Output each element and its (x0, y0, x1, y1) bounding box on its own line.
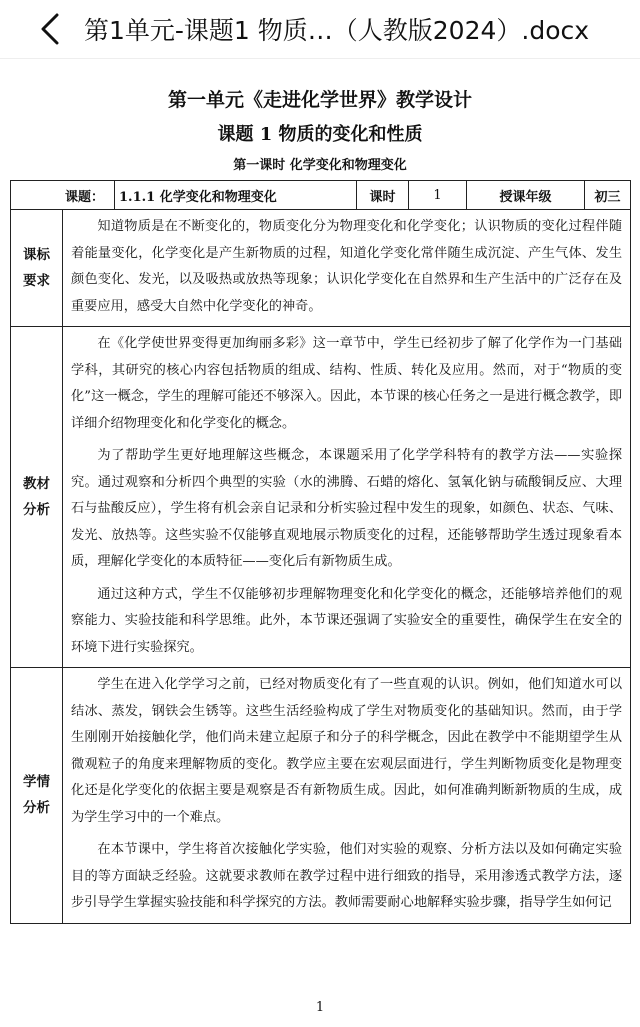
section-label (11, 327, 63, 668)
section-row-standards (11, 210, 631, 327)
hours-label: 课时 (357, 181, 409, 210)
lesson-title: 课题 1 物质的变化和性质 (217, 124, 423, 145)
divider (0, 58, 640, 59)
section-label (11, 668, 63, 924)
paragraph: 通过这种方式，学生不仅能够初步理解物理变化和化学变化的概念，还能够培养他们的观察能力、实验技能和科学思维。此外，本节课还强调了实验安全的重要性，确保学生在安全的环境下进行实验探究。 (71, 586, 623, 655)
topic-value: 1.1.1 化学变化和物理变化 (115, 181, 357, 210)
section-label-line: 分析 (23, 502, 50, 518)
back-button[interactable] (30, 9, 70, 49)
paragraph: 在本节课中，学生将首次接触化学实验，他们对实验的观察、分析方法以及如何确定实验目的等方面缺乏经验。这就要求教师在教学过程中进行细致的指导，采用渗透式教学方法，逐步引导学生掌握实验技能和科学探究的方法。教师需要耐心地解释实验步骤，指导学生如何记 (71, 842, 623, 910)
lesson-plan-table (10, 180, 631, 924)
paragraph: 在《化学使世界变得更加绚丽多彩》这一章节中，学生已经初步了解了化学作为一门基础学科，其研究的核心内容包括物质的组成、结构、性质、转化及应用。然而，对于“物质的变化”这一概念，学生的理解可能还不够深入。因此，本节课的核心任务之一是进行概念教学，即详细介绍物理变化和化学变化的概念。 (71, 336, 623, 431)
section-label-line: 教材 (23, 476, 50, 492)
grade-label: 授课年级 (467, 181, 585, 210)
section-label (11, 210, 63, 327)
page-number: 1 (315, 1000, 325, 1015)
topic-label: 课题： (11, 181, 115, 210)
section-content (63, 327, 631, 668)
section-label-line: 分析 (23, 800, 50, 817)
grade-value: 初三 (585, 181, 631, 210)
period-title: 第一课时 化学变化和物理变化 (233, 158, 407, 173)
section-label-line: 学情 (23, 774, 50, 791)
section-row-textbook (11, 327, 631, 668)
paragraph: 为了帮助学生更好地理解这些概念，本课题采用了化学学科特有的教学方法——实验探究。通过观察和分析四个典型的实验（水的沸腾、石蜡的熔化、氢氧化钠与硫酸铜反应、大理石与盐酸反应），学生将有机会亲自记录和分析实验过程中发生的现象，如颜色、状态、气味、发光、放热等。这些实验不仅能够直观地展示物质变化的过程，还能够帮助学生透过现象看本质，理解化学变化的本质特征——变化后有新物质生成。 (71, 448, 623, 569)
document-page (10, 75, 630, 924)
paragraph: 知道物质是在不断变化的，物质变化分为物理变化和化学变化；认识物质的变化过程伴随着能量变化，化学变化是产生新物质的过程，知道化学变化常伴随生成沉淀、产生气体、发生颜色变化、发光，以及吸热或放热等现象；认识化学变化在自然界和生产生活中的广泛存在及重要应用，感受大自然中化学变化的神奇。 (71, 219, 623, 314)
section-label-line: 要求 (23, 273, 50, 289)
section-label-line: 课标 (23, 247, 50, 263)
section-row-students (11, 668, 631, 924)
section-content (63, 668, 631, 924)
section-content (63, 210, 631, 327)
hours-value: 1 (409, 181, 467, 210)
chevron-left-icon (37, 13, 63, 45)
paragraph: 学生在进入化学学习之前，已经对物质变化有了一些直观的认识。例如，他们知道水可以结冰、蒸发，钢铁会生锈等。这些生活经验构成了学生对物质变化的基础知识。然而，由于学生刚刚开始接触化学，他们尚未建立起原子和分子的科学概念，因此在教学中不能期望学生从微观粒子的角度来理解物质的变化。教学应主要在宏观层面进行，学生判断物质变化是物理变化还是化学变化的依据主要是观察是否有新物质生成。因此，如何准确判断新物质的生成，成为学生学习中的一个难点。 (71, 677, 623, 825)
document-title: 第1单元-课题1 物质…（人教版2024）.docx (84, 16, 590, 45)
unit-title: 第一单元《走进化学世界》教学设计 (167, 89, 472, 111)
top-bar (0, 0, 640, 58)
table-header-row (11, 181, 631, 210)
